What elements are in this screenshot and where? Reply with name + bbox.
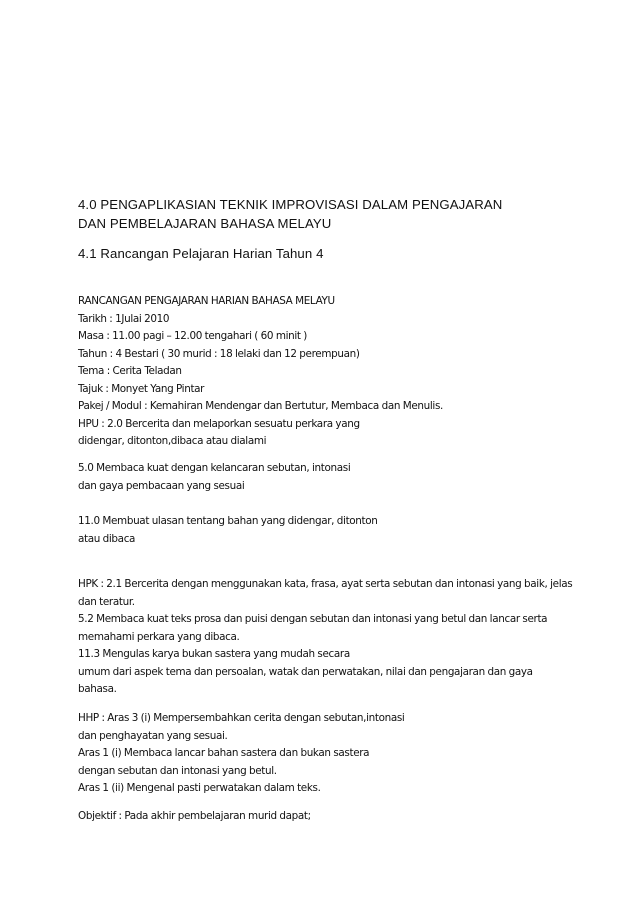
standard-line: 11.0 Membuat ulasan tentang bahan yang didengar, ditonton xyxy=(78,515,378,527)
hpk-line: memahami perkara yang dibaca. xyxy=(78,630,240,643)
standard-line: atau dibaca xyxy=(78,532,136,545)
hpk-line: bahasa. xyxy=(78,683,117,695)
info-line: RANCANGAN PENGAJARAN HARIAN BAHASA MELAYU xyxy=(78,295,335,307)
hhp-line: Aras 1 (i) Membaca lancar bahan sastera dan bukan sastera xyxy=(78,747,370,759)
hhp-line: dan penghayatan yang sesuai. xyxy=(78,729,228,742)
objective-block xyxy=(78,808,578,826)
hhp-block xyxy=(78,710,578,798)
hpk-line: 11.3 Mengulas karya bukan sastera yang mudah secara xyxy=(78,648,350,660)
hhp-line: HHP : Aras 3 (i) Mempersembahkan cerita dengan sebutan,intonasi xyxy=(78,712,405,724)
hhp-line: dengan sebutan dan intonasi yang betul. xyxy=(78,764,277,777)
standard-line: dan gaya pembacaan yang sesuai xyxy=(78,479,245,492)
standard-11-block xyxy=(78,513,578,548)
hpk-block xyxy=(78,576,578,699)
info-line: Tema : Cerita Teladan xyxy=(78,365,182,377)
info-line: Tarikh : 1Julai 2010 xyxy=(78,312,170,325)
subsection-title-text: 4.1 Rancangan Pelajaran Harian Tahun 4 xyxy=(78,246,324,261)
info-line: Masa : 11.00 pagi – 12.00 tengahari ( 60 minit ) xyxy=(78,330,307,342)
hpk-line: 5.2 Membaca kuat teks prosa dan puisi dengan sebutan dan intonasi yang betul dan lancar serta xyxy=(78,613,548,625)
standard-line: 5.0 Membaca kuat dengan kelancaran sebutan, intonasi xyxy=(78,462,351,474)
hpk-line: umum dari aspek tema dan persoalan, watak dan perwatakan, nilai dan pengajaran dan gaya xyxy=(78,665,533,678)
info-line: Tahun : 4 Bestari ( 30 murid : 18 lelaki dan 12 perempuan) xyxy=(78,347,360,360)
info-line: didengar, ditonton,dibaca atau dialami xyxy=(78,435,267,447)
section-title xyxy=(78,195,598,233)
subsection-title xyxy=(78,244,598,263)
standard-5-block xyxy=(78,460,578,495)
hhp-line: Aras 1 (ii) Mengenal pasti perwatakan dalam teks. xyxy=(78,782,321,794)
info-line: Tajuk : Monyet Yang Pintar xyxy=(78,382,205,395)
objective-line: Objektif : Pada akhir pembelajaran murid dapat; xyxy=(78,810,311,822)
lesson-info-block xyxy=(78,293,578,451)
hpk-line: dan teratur. xyxy=(78,595,135,608)
section-title-line-2: DAN PEMBELAJARAN BAHASA MELAYU xyxy=(78,216,332,231)
section-title-line-1: 4.0 PENGAPLIKASIAN TEKNIK IMPROVISASI DALAM PENGAJARAN xyxy=(78,197,503,212)
info-line: Pakej / Modul : Kemahiran Mendengar dan Bertutur, Membaca dan Menulis. xyxy=(78,400,443,412)
info-line: HPU : 2.0 Bercerita dan melaporkan sesuatu perkara yang xyxy=(78,417,360,430)
hpk-line: HPK : 2.1 Bercerita dengan menggunakan kata, frasa, ayat serta sebutan dan intonasi yang baik, jelas xyxy=(78,578,573,590)
